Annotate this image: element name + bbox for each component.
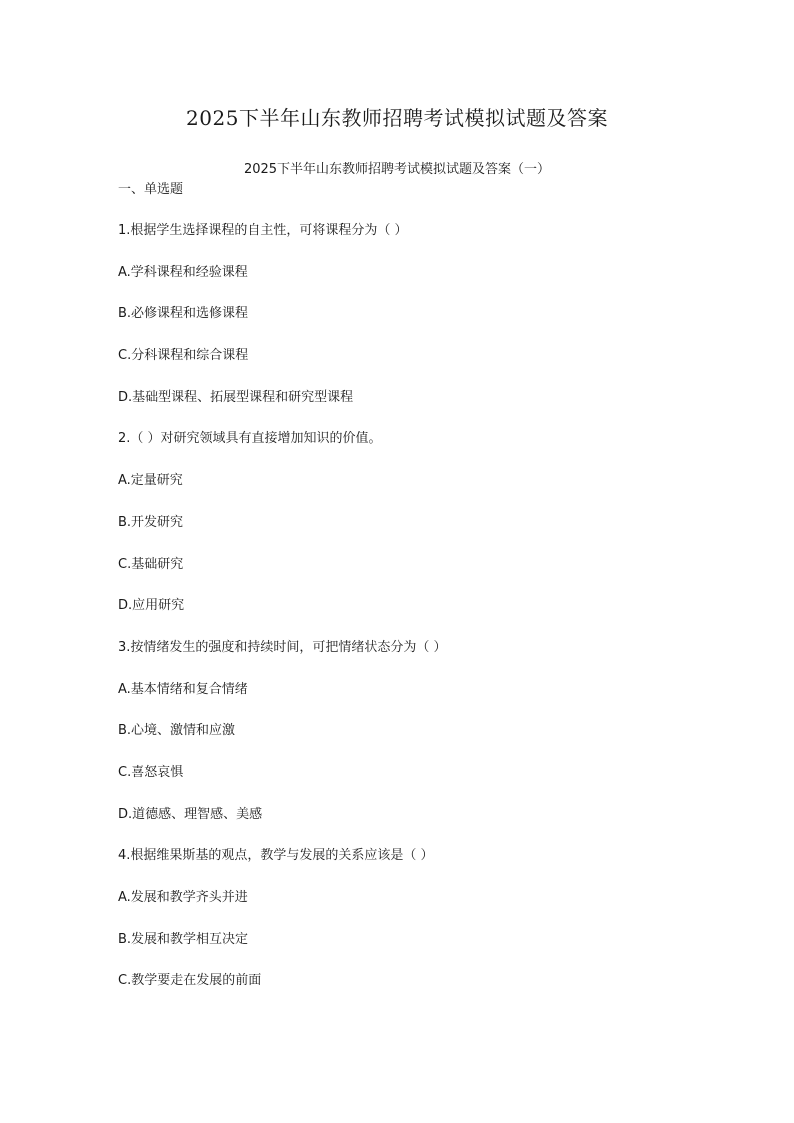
question-4: 4.根据维果斯基的观点，教学与发展的关系应该是（ ） bbox=[118, 848, 434, 864]
option-4a: A.发展和教学齐头并进 bbox=[118, 890, 248, 905]
section-heading: 一、单选题 bbox=[118, 182, 184, 197]
option-2d: D.应用研究 bbox=[118, 598, 185, 614]
option-3b: B.心境、激情和应激 bbox=[118, 723, 236, 739]
option-1c: C.分科课程和综合课程 bbox=[118, 348, 249, 364]
document-subtitle: 2025下半年山东教师招聘考试模拟试题及答案（一） bbox=[243, 162, 551, 177]
document-title: 2025下半年山东教师招聘考试模拟试题及答案 bbox=[186, 106, 608, 130]
option-3c: C.喜怒哀惧 bbox=[118, 764, 184, 780]
option-1b: B.必修课程和选修课程 bbox=[118, 306, 249, 322]
question-2: 2.（ ）对研究领域具有直接增加知识的价值。 bbox=[118, 431, 382, 447]
question-list bbox=[118, 221, 718, 1013]
option-4c: C.教学要走在发展的前面 bbox=[118, 973, 262, 989]
option-2b: B.开发研究 bbox=[118, 514, 184, 530]
option-3a: A.基本情绪和复合情绪 bbox=[118, 681, 248, 697]
option-1a: A.学科课程和经验课程 bbox=[118, 264, 248, 280]
option-1d: D.基础型课程、拓展型课程和研究型课程 bbox=[118, 389, 354, 405]
option-2a: A.定量研究 bbox=[118, 473, 183, 489]
option-4b: B.发展和教学相互决定 bbox=[118, 931, 249, 947]
question-3: 3.按情绪发生的强度和持续时间，可把情绪状态分为（ ） bbox=[118, 639, 447, 655]
option-2c: C.基础研究 bbox=[118, 556, 184, 572]
question-1: 1.根据学生选择课程的自主性，可将课程分为（ ） bbox=[118, 223, 408, 238]
option-3d: D.道德感、理智感、美感 bbox=[118, 806, 263, 822]
